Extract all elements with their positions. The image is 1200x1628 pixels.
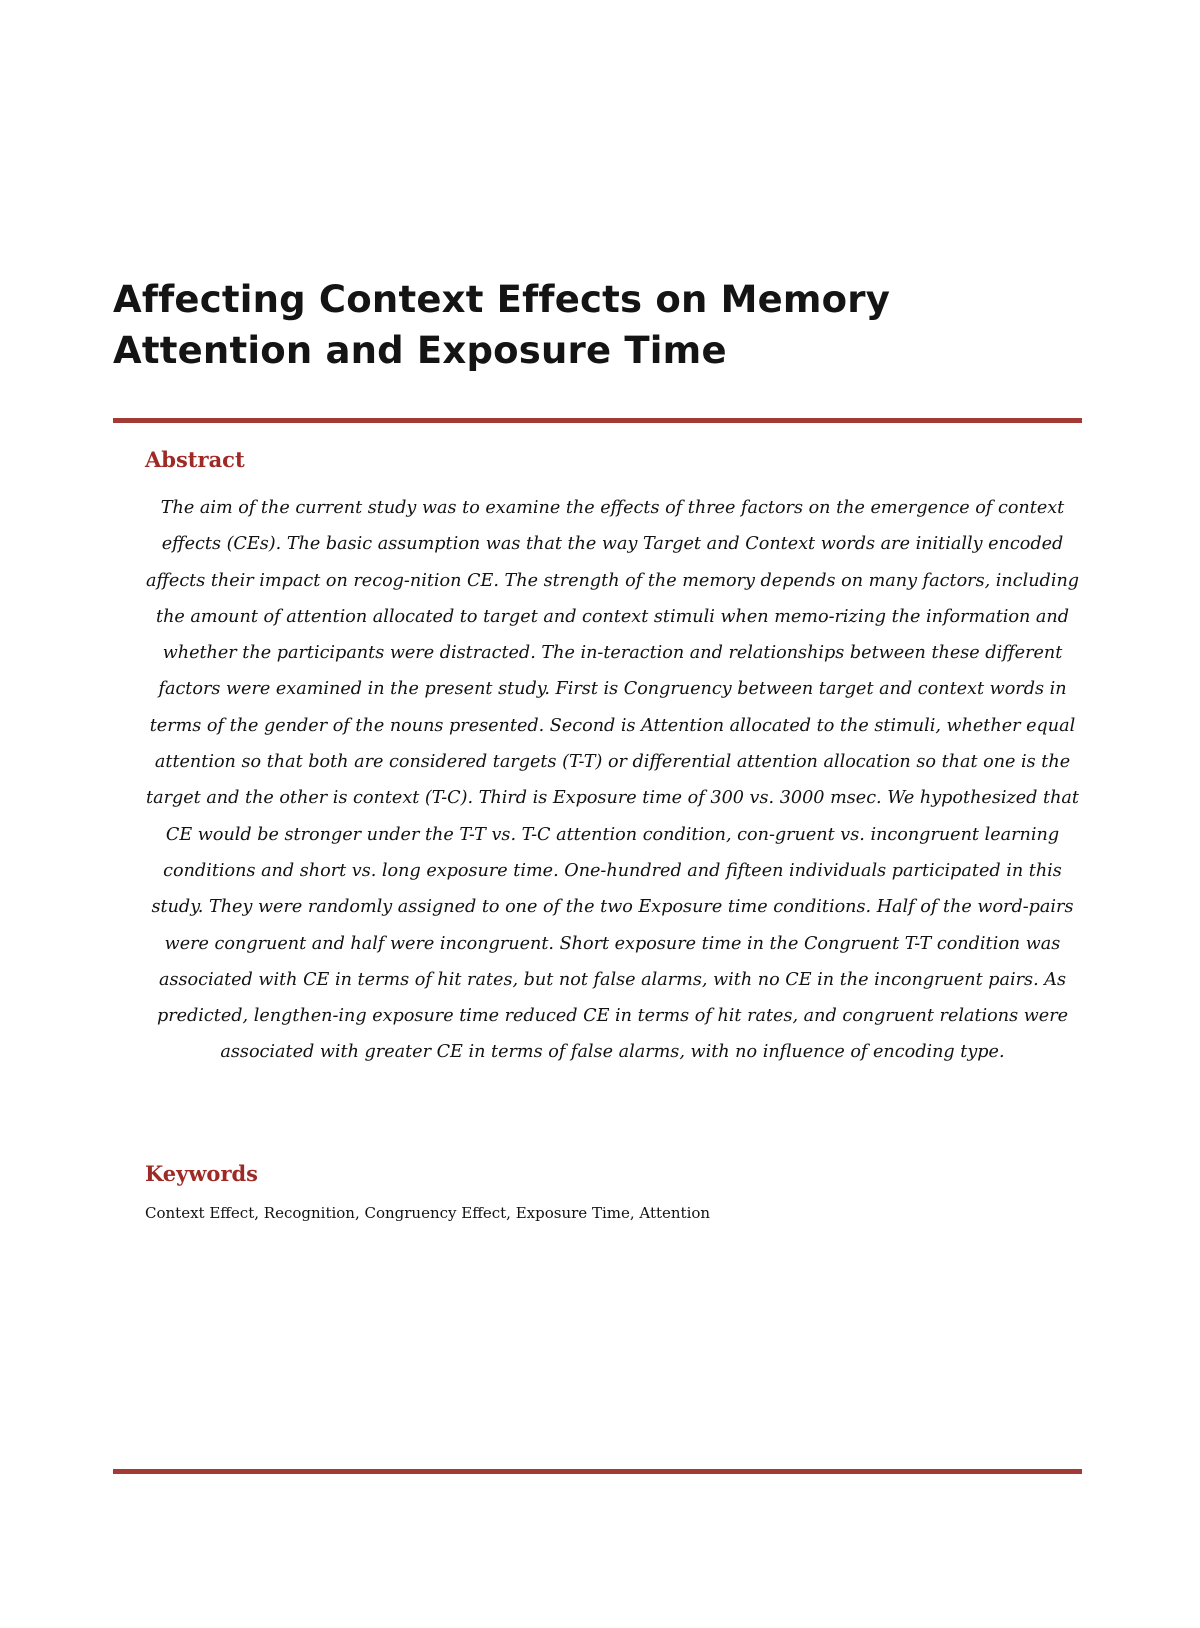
title-line-2: Attention and Exposure Time (113, 329, 727, 372)
top-divider (113, 418, 1082, 423)
abstract-text: The aim of the current study was to examine the effects of three factors on the emergence of context effects (CEs). The basic assumption was that the way Target and Context words are initially encoded affects their impact on recog-nition CE. The strength of the memory depends on many factors, including the amount of attention allocated to target and context stimuli when memo-rizing the information and whether the participants were distracted. The in-teraction and relationships between these different factors were examined in the present study. First is Congruency between target and context words in terms of the gender of the nouns presented. Second is Attention allocated to the stimuli, whether equal attention so that both are considered targets (T-T) or differential attention allocation so that one is the target and the other is context (T-C). Third is Exposure time of 300 vs. 3000 msec. We hypothesized that CE would be stronger under the T-T vs. T-C attention condition, con-gruent vs. incongruent learning conditions and short vs. long exposure time. One-hundred and fifteen individuals participated in this study. They were randomly assigned to one of the two Exposure time conditions. Half of the word-pairs were congruent and half were incongruent. Short exposure time in the Congruent T-T condition was associated with CE in terms of hit rates, but not false alarms, with no CE in the incongruent pairs. As predicted, lengthen-ing exposure time reduced CE in terms of hit rates, and congruent relations were associated with greater CE in terms of false alarms, with no influence of encoding type. (145, 498, 1080, 1063)
paper-title (113, 274, 1073, 376)
keywords-text: Context Effect, Recognition, Congruency Effect, Exposure Time, Attention (145, 1204, 711, 1222)
bottom-divider (113, 1469, 1082, 1474)
keywords-heading: Keywords (145, 1161, 259, 1186)
abstract-heading: Abstract (145, 447, 245, 472)
title-line-1: Affecting Context Effects on Memory (113, 278, 891, 321)
